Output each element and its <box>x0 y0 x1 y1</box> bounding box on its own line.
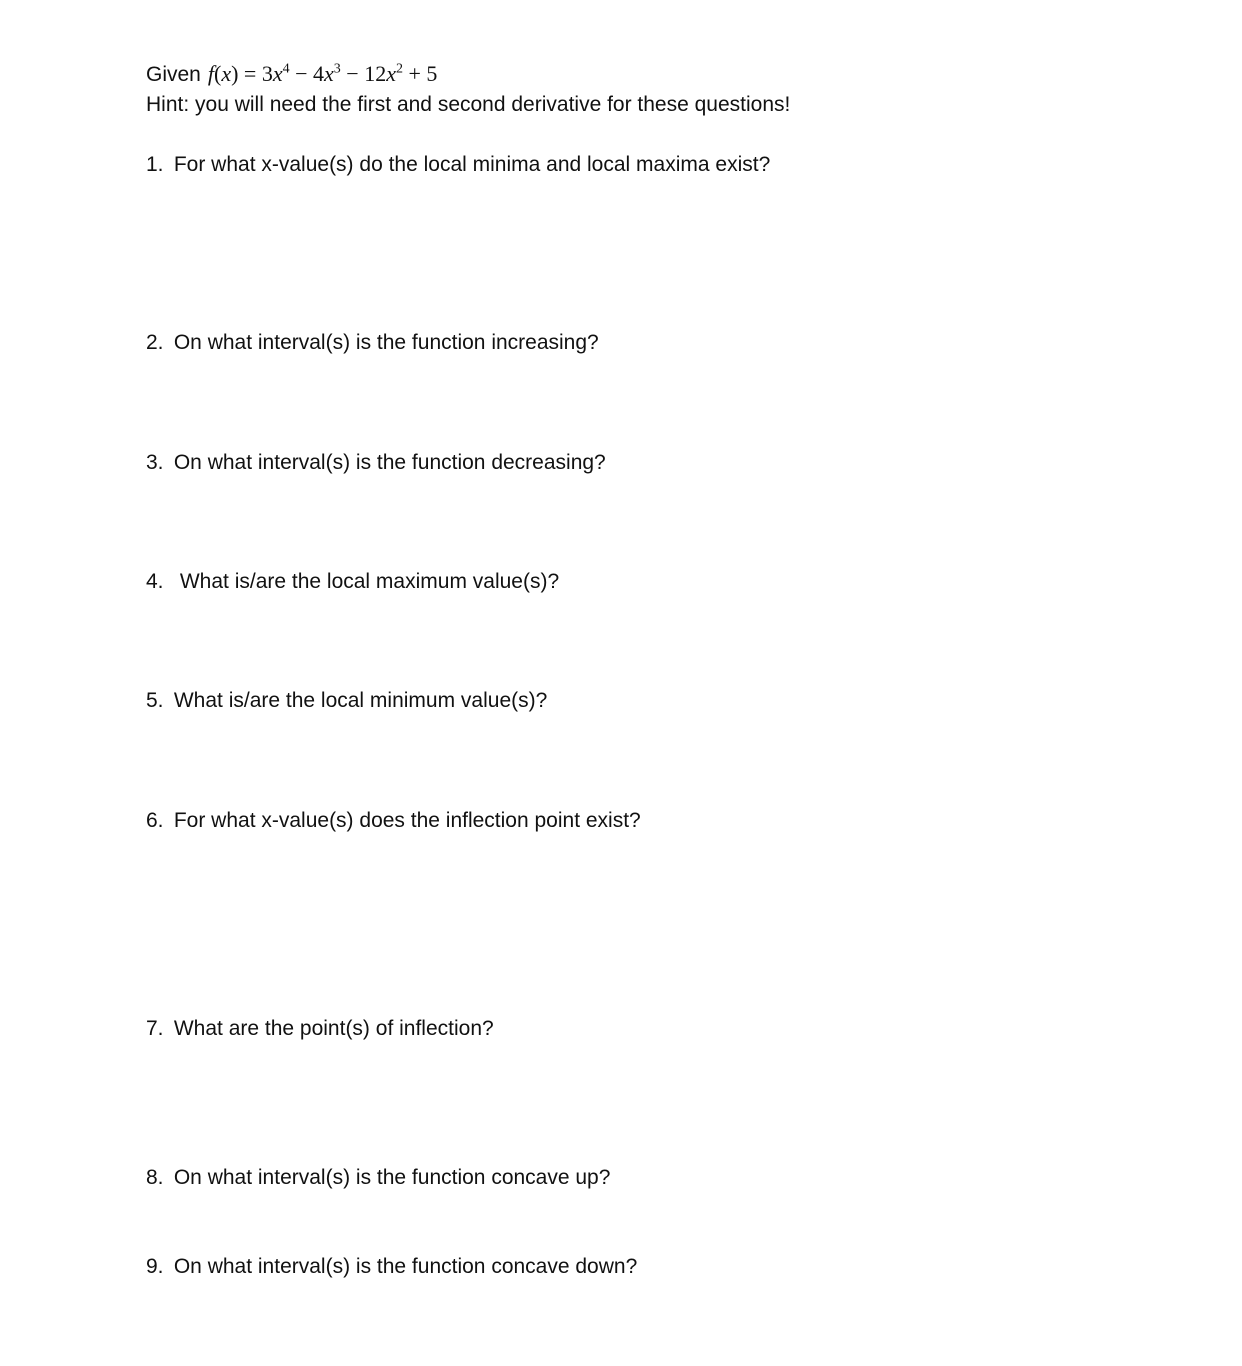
term1-coefficient: 3 <box>261 61 273 86</box>
given-label: Given <box>146 63 201 86</box>
question-number: 8. <box>146 1166 164 1189</box>
question-text: For what x-value(s) do the local minima and local maxima exist? <box>173 153 771 176</box>
question-3 <box>146 449 606 477</box>
term2-exponent: 3 <box>333 61 341 77</box>
question-text: For what x-value(s) does the inflection point exist? <box>173 809 641 832</box>
hint-text: Hint: you will need the first and second derivative for these questions! <box>146 93 791 116</box>
term2-variable: x <box>324 61 334 86</box>
question-1 <box>146 151 770 179</box>
minus-sign-1: − <box>295 61 308 86</box>
question-text: What is/are the local minimum value(s)? <box>173 689 548 712</box>
question-number: 2. <box>146 331 164 354</box>
question-text: On what interval(s) is the function concave up? <box>173 1166 611 1189</box>
question-number: 7. <box>146 1017 164 1040</box>
question-number: 1. <box>146 153 164 176</box>
question-8 <box>146 1164 610 1192</box>
term3-coefficient: 12 <box>364 61 387 86</box>
term2-coefficient: 4 <box>313 61 325 86</box>
term3-exponent: 2 <box>395 61 403 77</box>
question-4 <box>146 568 559 596</box>
question-text: What are the point(s) of inflection? <box>173 1017 494 1040</box>
question-text: On what interval(s) is the function decreasing? <box>173 451 606 474</box>
minus-sign-2: − <box>346 61 359 86</box>
term1-exponent: 4 <box>282 61 290 77</box>
function-expression: $f(x) = 3x^4 - 4x^3 - 12x^2 + 5$ <box>207 61 438 86</box>
question-text: On what interval(s) is the function increasing? <box>173 331 599 354</box>
plus-sign: + <box>408 61 421 86</box>
term3-variable: x <box>386 61 396 86</box>
question-6 <box>146 807 641 835</box>
question-number: 5. <box>146 689 164 712</box>
question-2 <box>146 329 599 357</box>
question-7 <box>146 1015 494 1043</box>
question-9 <box>146 1253 637 1281</box>
question-number: 9. <box>146 1255 164 1278</box>
question-number: 6. <box>146 809 164 832</box>
term1-variable: x <box>272 61 283 86</box>
question-number: 3. <box>146 451 164 474</box>
constant-term: 5 <box>426 61 438 86</box>
question-text: On what interval(s) is the function concave down? <box>173 1255 638 1278</box>
question-number: 4. <box>146 570 164 593</box>
function-arg: x <box>221 61 232 86</box>
question-5 <box>146 687 547 715</box>
question-text: What is/are the local maximum value(s)? <box>179 570 560 593</box>
given-function-line <box>146 60 437 89</box>
function-name: f <box>207 61 214 86</box>
equals-sign: = <box>243 61 257 86</box>
